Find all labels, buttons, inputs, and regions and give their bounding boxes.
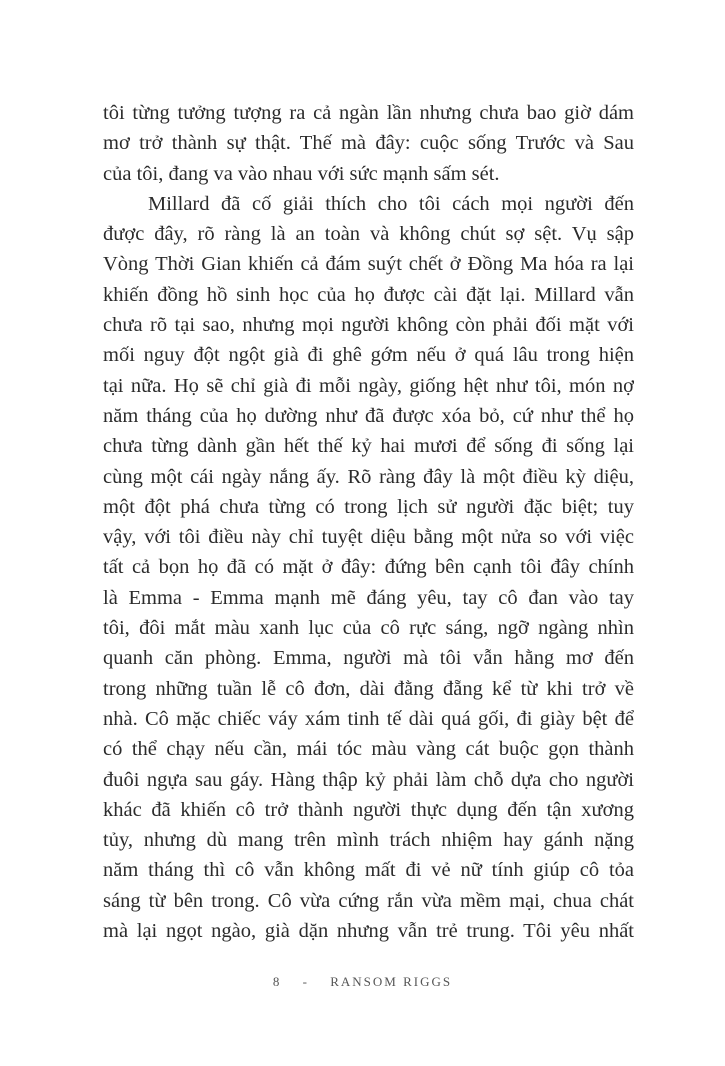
author-name: RANSOM RIGGS [330, 974, 453, 989]
text-line: tôi từng tưởng tượng ra cả ngàn lần nhưng chưa bao giờ dám [103, 102, 634, 124]
text-line: cùng một cái ngày nắng ấy. Rõ ràng đây là một điều kỳ diệu, [103, 465, 634, 488]
text-line: tôi, đôi mắt màu xanh lục của cô rực sáng, ngỡ ngàng nhìn [103, 617, 634, 640]
text-line: là Emma - Emma mạnh mẽ đáng yêu, tay cô đan vào tay [103, 586, 634, 609]
text-line: nhà. Cô mặc chiếc váy xám tinh tế dài quá gối, đi giày bệt để [103, 707, 634, 730]
text-line: của tôi, đang va vào nhau với sức mạnh sấm sét. [103, 162, 500, 185]
page-footer [0, 974, 725, 990]
text-line: quanh căn phòng. Emma, người mà tôi vẫn hằng mơ đến [103, 647, 634, 670]
text-line: sáng từ bên trong. Cô vừa cứng rắn vừa mềm mại, chua chát [103, 889, 634, 912]
text-line: vậy, với tôi điều này chỉ tuyệt diệu bằng một nửa so với việc [103, 526, 634, 549]
text-line: tủy, nhưng dù mang trên mình trách nhiệm hay gánh nặng [103, 829, 634, 852]
text-line: một đột phá chưa từng có trong lịch sử người đặc biệt; tuy [103, 495, 634, 518]
page-number: 8 [272, 974, 282, 989]
text-line: tại nữa. Họ sẽ chỉ già đi mỗi ngày, giống hệt như tôi, món nợ [103, 374, 634, 397]
text-line: có thể chạy nếu cần, mái tóc màu vàng cát buộc gọn thành [103, 738, 634, 761]
text-line: Millard đã cố giải thích cho tôi cách mọi người đến [148, 192, 634, 215]
text-line: trong những tuần lễ cô đơn, dài đằng đẵng kể từ khi trở về [103, 677, 634, 700]
footer-separator: - [302, 974, 309, 989]
text-line: chưa từng dành gần hết thế kỷ hai mươi để sống đi sống lại [103, 435, 634, 458]
text-line: được đây, rõ ràng là an toàn và không chút sợ sệt. Vụ sập [103, 223, 634, 246]
text-line: khiến đồng hồ sinh học của họ được cài đặt lại. Millard vẫn [103, 283, 634, 306]
text-line: năm tháng thì cô vẫn không mất đi vẻ nữ tính giúp cô tỏa [103, 859, 634, 882]
book-page-body [103, 98, 634, 946]
text-line: chưa rõ tại sao, nhưng mọi người không còn phải đối mặt với [103, 314, 634, 337]
text-line: mơ trở thành sự thật. Thế mà đây: cuộc sống Trước và Sau [103, 132, 634, 155]
text-line: tất cả bọn họ đã có mặt ở đây: đứng bên cạnh tôi đây chính [103, 556, 634, 579]
text-line: khác đã khiến cô trở thành người thực dụng đến tận xương [103, 798, 634, 821]
text-line: năm tháng của họ dường như đã được xóa bỏ, cứ như thể họ [103, 404, 634, 427]
text-line: mối nguy đột ngột già đi ghê gớm nếu ở quá lâu trong hiện [103, 344, 634, 367]
text-line: mà lại ngọt ngào, già dặn nhưng vẫn trẻ trung. Tôi yêu nhất [103, 920, 634, 943]
text-line: đuôi ngựa sau gáy. Hàng thập kỷ phải làm chỗ dựa cho người [103, 768, 634, 791]
text-line: Vòng Thời Gian khiến cả đám suýt chết ở Đồng Ma hóa ra lại [103, 253, 634, 276]
